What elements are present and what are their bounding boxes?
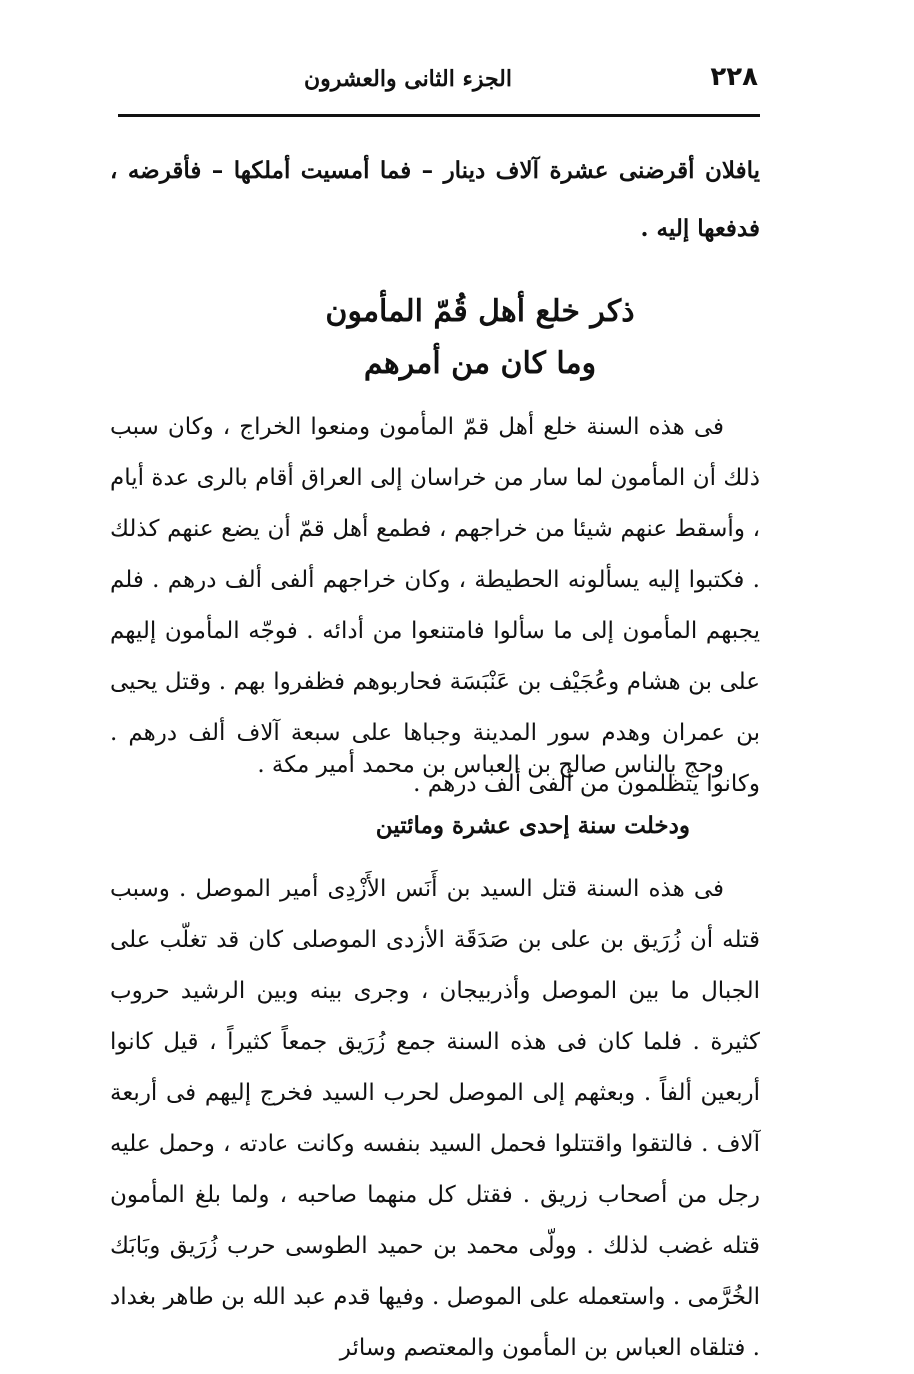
paragraph1-text: فى هذه السنة خلع أهل قمّ المأمون ومنعوا الخراج ، وكان سبب ذلك أن المأمون لما سار من خراسان إلى العراق أقام بالرى عدة أيام ، وأسقط عنهم شيئا من خراجهم ، فطمع أهل قمّ أن يضع عنهم كذلك . فكتبوا إليه يسألونه الحطيطة ، وكان خراجهم ألفى ألف درهم . فلم يجبهم المأمون إلى ما سألوا فامتنعوا من أدائه . فوجّه المأمون إليهم على بن هشام وعُجَيْف بن عَنْبَسَة فحاربوهم فظفروا بهم . وقتل يحيى بن عمران وهدم سور المدينة وجباها على سبعة آلاف ألف درهم . وكانوا يتظلمون من ألفى ألف درهم . <box>110 414 760 797</box>
section-heading <box>110 286 760 390</box>
paragraph2-text: فى هذه السنة قتل السيد بن أَنَس الأَزْدِى أمير الموصل . وسبب قتله أن زُرَيق بن على بن صَدَقَة الأزدى الموصلى كان قد تغلّب على الجبال ما بين الموصل وأذربيجان ، وجرى بينه وبين الرشيد حروب كثيرة . فلما كان فى هذه السنة جمع زُرَيق جمعاً كثيراً ، قيل كانوا أربعين ألفاً . وبعثهم إلى الموصل لحرب السيد فخرج إليهم فى أربعة آلاف . فالتقوا واقتتلوا فحمل السيد بنفسه وكانت عادته ، وحمل عليه رجل من أصحاب زريق . فقتل كل منهما صاحبه ، ولما بلغ المأمون قتله غضب لذلك . وولّى محمد بن حميد الطوسى حرب زُرَيق وبَابَك الخُرَّمى . واستعمله على الموصل . وفيها قدم عبد الله بن طاهر بغداد . فتلقاه العباس بن المأمون والمعتصم وسائر <box>110 876 760 1361</box>
page-number: ٢٢٨ <box>710 62 758 92</box>
running-head: الجزء الثانى والعشرون <box>303 66 513 92</box>
continuation-paragraph <box>110 142 760 258</box>
paragraph-mosul <box>110 864 760 1374</box>
page-header <box>118 58 758 108</box>
section-heading-line1: ذكر خلع أهل قُمّ المأمون <box>325 294 635 329</box>
hajj-line: وحج بالناس صالح بن العباس بن محمد أمير مكة . <box>257 752 724 778</box>
header-rule <box>118 114 760 117</box>
section-heading-line2: وما كان من أمرهم <box>363 346 597 381</box>
year-heading: ودخلت سنة إحدى عشرة ومائتين <box>375 812 690 839</box>
continuation-text: يافلان أقرضنى عشرة آلاف دينار – فما أمسيت أملكها – فأقرضه ، فدفعها إليه . <box>110 157 760 242</box>
